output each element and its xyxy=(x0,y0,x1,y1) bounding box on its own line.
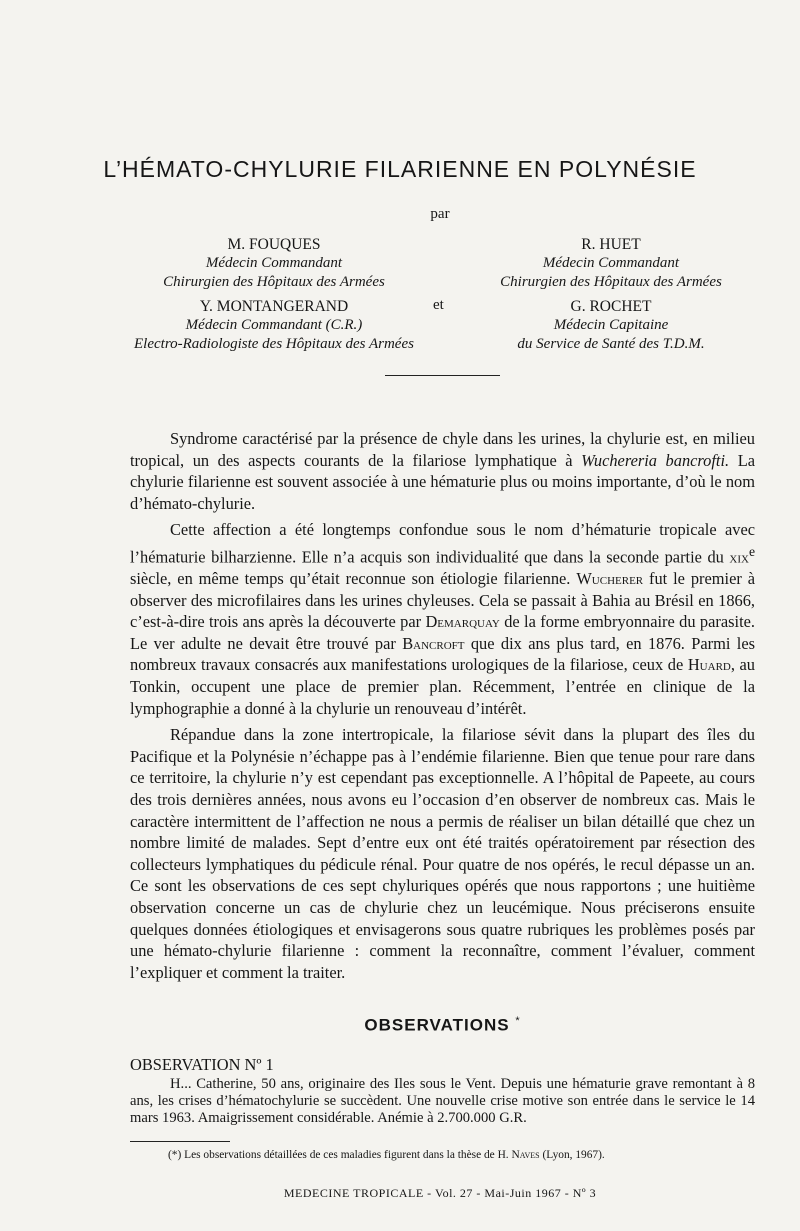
author-ref: Wucherer xyxy=(576,569,644,589)
century-suffix: e xyxy=(748,543,755,559)
author-affiliation: Chirurgien des Hôpitaux des Armées xyxy=(163,274,385,290)
observation-title: OBSERVATION Nº 1 xyxy=(130,1055,274,1074)
paragraph-2 xyxy=(130,519,755,719)
paragraph-3: Répandue dans la zone intertropicale, la filariose sévit dans la plupart des îles du Pacifique et la Polynésie n’échappe pas à l’endémie filarienne. Bien que tenue pour rare dans ce territoire, la chylurie n’y est cependant pas exceptionnelle. A l’hôpital de Papeete, au cours des trois dernières années, nous avons eu l’occasion d’en observer de nombreux cas. Mais le caractère intermittent de l’affection ne nous a permis de réaliser un bilan détaillé que chez un nombre limité de malades. Sept d’entre eux ont été traités opératoirement par résection des collecteurs lymphatiques du pédicule rénal. Pour quatre de nos opérés, le recul dépasse un an. Ce sont les observations de ces sept chyluriques opérés que nous rapportons ; une huitième observation concerne un cas de chylurie chez un leucémique. Nous préciserons ensuite quelques données étiologiques et envisagerons sous quatre rubriques les problèmes posés par une hémato-chylurie filarienne : comment la reconnaître, comment l’évaluer, comment l’expliquer et comment la traiter. xyxy=(130,725,755,982)
text-run: La chylurie filarienne est souvent associée à une hématurie plus ou moins importante, d’où le nom d’hémato-chylurie. xyxy=(130,450,755,513)
by-line: par xyxy=(430,206,450,222)
title-divider xyxy=(385,375,500,376)
author-affiliation: Chirurgien des Hôpitaux des Armées xyxy=(500,274,722,290)
section-heading xyxy=(0,1015,800,1036)
author-role: Médecin Commandant xyxy=(542,255,680,271)
author-affiliation: du Service de Santé des T.D.M. xyxy=(517,336,705,352)
footnote-marker: * xyxy=(515,1015,521,1027)
author-role: Médecin Capitaine xyxy=(553,317,669,333)
text-run: de la forme embryonnaire du parasite. Le ver adulte ne devait être trouvé par xyxy=(130,612,755,653)
century-numeral: xix xyxy=(729,547,749,567)
journal-footer: MEDECINE TROPICALE - Vol. 27 - Mai-Juin 1967 - Nº 3 xyxy=(283,1186,597,1200)
text-run: Cette affection a été longtemps confondue sous le nom d’hématurie tropicale avec l’hématurie bilharzienne. Elle n’a acquis son individualité que dans la seconde partie du xyxy=(130,520,755,567)
text-run: Syndrome caractérisé par la présence de chyle dans les urines, la chylurie est, en milieu tropical, un des aspects courants de la filariose lymphatique à xyxy=(130,429,755,470)
text-run: , au Tonkin, occupent une place de premier plan. Récemment, l’entrée en clinique de la lymphographie a donné à la chylurie un renouveau d’intérêt. xyxy=(130,655,756,718)
footnote xyxy=(168,1149,605,1161)
footnote-divider xyxy=(130,1141,230,1142)
author-ref: Naves xyxy=(511,1149,540,1161)
text-run: que dix ans plus tard, en 1876. Parmi les nombreux travaux consacrés aux manifestations urologiques de la filariose, ceux de xyxy=(130,633,755,675)
paragraph-1 xyxy=(130,428,755,514)
author-name: Y. MONTANGERAND xyxy=(199,298,349,315)
article-body xyxy=(130,428,755,983)
author-affiliation: Electro-Radiologiste des Hôpitaux des Armées xyxy=(134,336,414,352)
text-run: fut le premier à observer des microfilaires dans les urines chyleuses. Cela se passait à Bahia au Brésil en 1866, c’est-à-dire trois ans après la découverte par xyxy=(130,569,755,632)
observation-text xyxy=(130,1076,755,1128)
author-rochet xyxy=(470,297,752,354)
author-conjunction: et xyxy=(433,297,444,313)
author-ref: Demarquay xyxy=(425,612,500,632)
species-name: Wuchereria bancrofti. xyxy=(581,450,730,470)
author-ref: Bancroft xyxy=(402,633,465,653)
text-run: (*) Les observations détaillées de ces maladies figurent dans la thèse de H. xyxy=(168,1149,512,1161)
author-ref: Huard xyxy=(687,655,731,675)
author-name: M. FOUQUES xyxy=(227,236,321,253)
author-name: G. ROCHET xyxy=(570,298,652,315)
section-heading-text: OBSERVATIONS xyxy=(364,1015,510,1035)
article-title: L’HÉMATO-CHYLURIE FILARIENNE EN POLYNÉSIE xyxy=(103,156,697,182)
observation-paragraph: H... Catherine, 50 ans, originaire des Iles sous le Vent. Depuis une hématurie grave remontant à 8 ans, les crises d’hématochylurie se succèdent. Une nouvelle crise motive son entrée dans le service le 14 mars 1963. Amaigrissement considérable. Anémie à 2.700.000 G.R. xyxy=(130,1076,755,1127)
author-role: Médecin Commandant xyxy=(205,255,343,271)
author-name: R. HUET xyxy=(581,236,641,253)
author-role: Médecin Commandant (C.R.) xyxy=(185,317,363,333)
author-montangerand xyxy=(130,297,418,354)
text-run: siècle, en même temps qu’était reconnue son étiologie filarienne. xyxy=(130,569,577,589)
author-fouques xyxy=(130,235,418,292)
author-huet xyxy=(470,235,752,292)
text-run: (Lyon, 1967). xyxy=(539,1149,605,1161)
